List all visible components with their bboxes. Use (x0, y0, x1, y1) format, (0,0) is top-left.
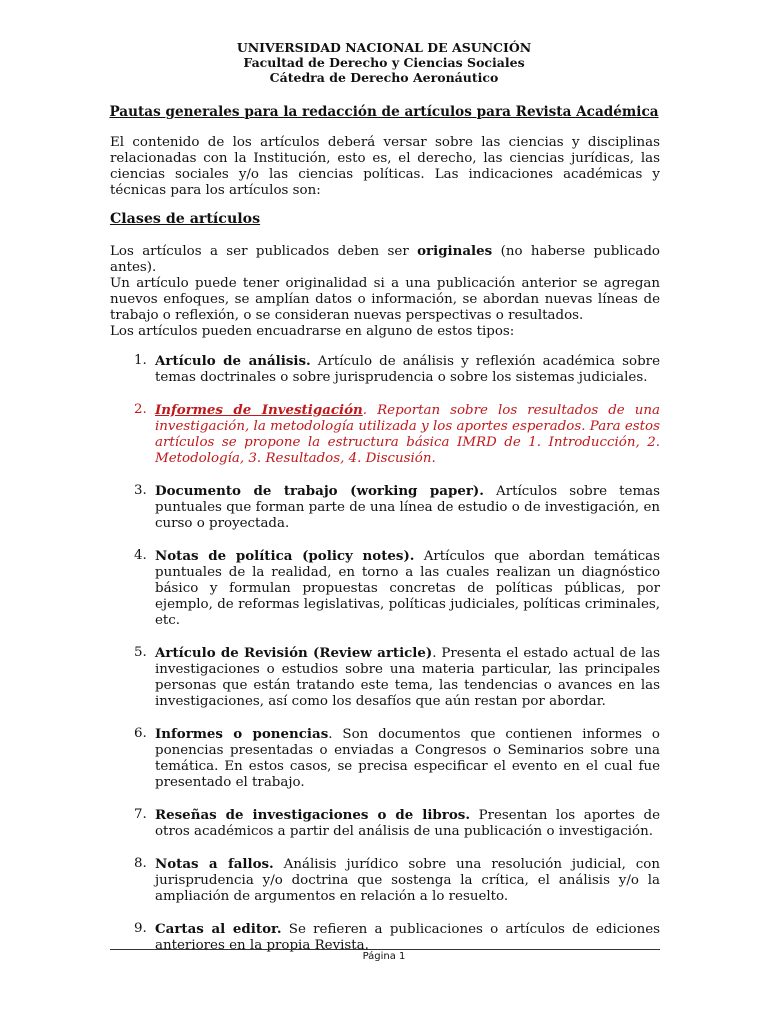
list-number: 5. (134, 645, 147, 660)
list-number: 2. (134, 402, 147, 417)
list-item-desc: Artículos sobre temas puntuales que forman parte de una línea de estudio o de investigación, en curso o proyectada. (155, 484, 660, 531)
intro-paragraph: El contenido de los artículos deberá versar sobre las ciencias y disciplinas relacionadas con la Institución, esto es, el derecho, las ciencias jurídicas, las ciencias sociales y/o las ciencias políticas. Las indicaciones académicas y técnicas para los artículos son: (110, 135, 660, 198)
list-item-desc: . Presenta el estado actual de las investigaciones o estudios sobre una materia particular, las principales personas que están tratando este tema, las tendencias o avances en las investigaciones, así como los desafíos que aún restan por abordar. (155, 646, 660, 709)
originals-paragraph (110, 243, 660, 276)
list-number: 9. (134, 921, 147, 936)
list-item-lead: Notas de política (policy notes). (155, 548, 415, 564)
article-types-list (110, 353, 660, 970)
list-item-lead: Reseñas de investigaciones o de libros. (155, 807, 470, 823)
header-block (0, 40, 768, 85)
list-number: 4. (134, 548, 147, 563)
list-item-lead: Notas a fallos. (155, 856, 274, 872)
chair-name: Cátedra de Derecho Aeronáutico (269, 70, 499, 85)
list-item-desc: . Reportan sobre los resultados de una investigación, la metodología utilizada y los aportes esperados. Para estos artículos se propone la estructura básica IMRD de 1. Introducción, 2. Metodología, 3. Resultados, 4. Discusión. (155, 403, 660, 466)
list-number: 8. (134, 856, 147, 871)
list-item-desc: Presentan los aportes de otros académicos a partir del análisis de una publicación o investigación. (155, 808, 660, 839)
list-number: 6. (134, 726, 147, 741)
list-item-desc: Artículos que abordan temáticas puntuales de la realidad, en torno a las cuales realizan un diagnóstico básico y formulan propuestas concretas de políticas públicas, por ejemplo, de reformas legislativas, políticas judiciales, políticas criminales, etc. (155, 549, 660, 628)
list-item-lead: Artículo de Revisión (Review article) (155, 645, 433, 661)
footer-divider (110, 949, 660, 950)
list-item (110, 548, 660, 629)
originals-text-after: (no haberse publicado antes). (110, 244, 660, 275)
list-item (110, 726, 660, 791)
university-name: UNIVERSIDAD NACIONAL DE ASUNCIÓN (236, 40, 532, 55)
list-number: 3. (134, 483, 147, 498)
list-item-lead: Artículo de análisis. (155, 353, 311, 369)
list-number: 1. (134, 353, 147, 368)
list-item (110, 645, 660, 710)
list-number: 7. (134, 807, 147, 822)
list-item-lead: Documento de trabajo (working paper). (155, 483, 484, 499)
originality-block (110, 243, 660, 340)
list-item-desc: . Son documentos que contienen informes o ponencias presentadas o enviadas a Congresos o Seminarios sobre una temática. En estos casos, se precisa especificar el evento en el cual fue presentado el trabajo. (155, 727, 660, 790)
list-item-lead: Informes o ponencias (155, 726, 329, 742)
page-number: Página 1 (362, 951, 406, 962)
list-item (110, 353, 660, 386)
list-item-desc: Análisis jurídico sobre una resolución judicial, con jurisprudencia y/o doctrina que sostenga la crítica, el análisis y/o la ampliación de argumentos en relación a lo resuelto. (155, 857, 660, 904)
list-item-lead: Informes de Investigación (155, 402, 363, 418)
originals-text-before: Los artículos a ser publicados deben ser (110, 244, 418, 259)
list-item-lead: Cartas al editor. (155, 921, 282, 937)
types-intro: Los artículos pueden encuadrarse en alguno de estos tipos: (110, 324, 515, 339)
originality-paragraph: Un artículo puede tener originalidad si a una publicación anterior se agregan nuevos enfoques, se amplían datos o información, se abordan nuevas líneas de trabajo o reflexión, o se consideran nuevas perspectivas o resultados. (110, 276, 660, 323)
list-item (110, 483, 660, 532)
list-item (110, 402, 660, 467)
faculty-name: Facultad de Derecho y Ciencias Sociales (243, 55, 525, 70)
section-title: Clases de artículos (110, 211, 261, 227)
list-item-desc: Artículo de análisis y reflexión académica sobre temas doctrinales o sobre jurisprudencia o sobre los sistemas judiciales. (155, 354, 660, 385)
originals-bold: originales (417, 243, 493, 259)
list-item (110, 807, 660, 840)
list-item (110, 856, 660, 905)
document-title: Pautas generales para la redacción de artículos para Revista Académica (109, 104, 659, 120)
list-item-desc: Se refieren a publicaciones o artículos de ediciones anteriores en la propia Revista. (155, 922, 660, 953)
